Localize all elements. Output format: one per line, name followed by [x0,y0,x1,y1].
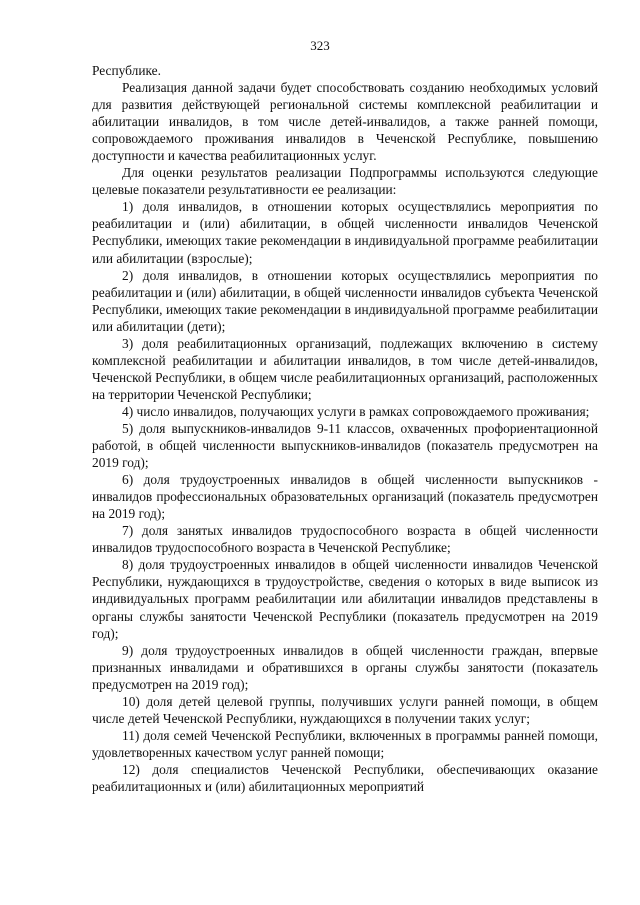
document-body [92,62,598,795]
list-item-indicator-11: 11) доля семей Чеченской Республики, включенных в программы ранней помощи, удовлетворенных качеством услуг ранней помощи; [92,727,598,760]
list-item-indicator-4: 4) число инвалидов, получающих услуги в рамках сопровождаемого проживания; [122,403,590,419]
list-item-indicator-1: 1) доля инвалидов, в отношении которых осуществлялись мероприятия по реабилитации и (или) абилитации, в общей численности инвалидов Чеченской Республики, имеющих такие рекомендации в индивидуальной программе реабилитации или абилитации (взрослые); [92,199,598,266]
list-item-indicator-5: 5) доля выпускников-инвалидов 9-11 классов, охваченных профориентационной работой, в общей численности выпускников-инвалидов (показатель предусмотрен на 2019 год); [92,420,598,471]
list-item-indicator-6: 6) доля трудоустроенных инвалидов в общей численности выпускников - инвалидов профессиональных образовательных организаций (показатель предусмотрен на 2019 год); [92,472,598,522]
list-item-indicator-2: 2) доля инвалидов, в отношении которых осуществлялись мероприятия по реабилитации и (или) абилитации, в общей численности инвалидов субъекта Чеченской Республики, имеющих такие рекомендации в индивидуальной программе реабилитации или абилитации (дети); [92,267,598,334]
list-item-indicator-10: 10) доля детей целевой группы, получивших услуги ранней помощи, в общем числе детей Чеченской Республики, нуждающихся в получении таких услуг; [92,693,598,726]
paragraph-continuation: Республике. [92,63,161,78]
list-item-indicator-8: 8) доля трудоустроенных инвалидов в общей численности инвалидов Чеченской Республики, нуждающихся в трудоустройстве, сведения о которых в виде выписок из индивидуальных программ реабилитации или абилитации инвалидов представлены в органы службы занятости Чеченской Республики (показатель предусмотрен на 2019 год); [92,557,598,641]
paragraph-task-implementation: Реализация данной задачи будет способствовать созданию необходимых условий для развития действующей региональной системы комплексной реабилитации и абилитации инвалидов, в том числе детей-инвалидов, а также ранней помощи, сопровождаемого проживания инвалидов в Чеченской Республике, повышению доступности и качества реабилитационных услуг. [92,80,598,164]
list-item-indicator-12: 12) доля специалистов Чеченской Республики, обеспечивающих оказание реабилитационных и (или) абилитационных мероприятий [92,761,598,794]
paragraph-indicators-intro: Для оценки результатов реализации Подпрограммы используются следующие целевые показатели результативности ее реализации: [92,165,598,198]
list-item-indicator-7: 7) доля занятых инвалидов трудоспособного возраста в общей численности инвалидов трудоспособного возраста в Чеченской Республике; [92,523,598,556]
list-item-indicator-3: 3) доля реабилитационных организаций, подлежащих включению в систему комплексной реабилитации и абилитации инвалидов, в том числе детей-инвалидов, Чеченской Республики, в общем числе реабилитационных организаций, расположенных на территории Чеченской Республики; [92,335,598,402]
page-number: 323 [310,38,330,53]
list-item-indicator-9: 9) доля трудоустроенных инвалидов в общей численности граждан, впервые признанных инвалидами и обратившихся в органы службы занятости (показатель предусмотрен на 2019 год); [92,642,598,692]
